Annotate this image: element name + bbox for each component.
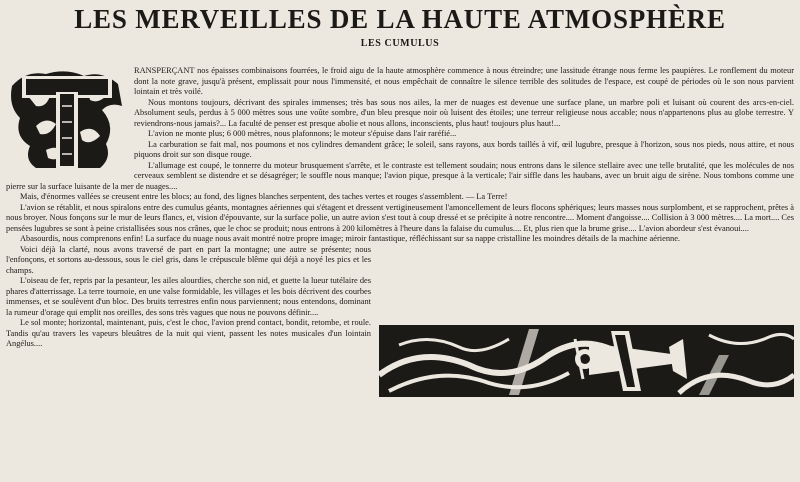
paragraph-6: Mais, d'énormes vallées se creusent entre les blocs; au fond, des lignes blanches serpentent, des taches vertes et rouges s'assemblent. — La Terre!: [20, 192, 508, 201]
paragraph-3: L'avion ne monte plus; 6 000 mètres, nous plafonnons; le moteur s'épuise dans l'air raréfié...: [148, 129, 457, 138]
article-subtitle: LES CUMULUS: [360, 38, 440, 49]
dropcap-t-icon: [6, 66, 128, 172]
paragraph-1-text: nos épaisses combinaisons fourrées, le froid aigu de la haute atmosphère commence à nous étreindre; une lassitude étrange nous ferme les paupières. Le ronflement du moteur dont la note grave, jusqu'à présent, emplissait pour nous l'immensité, et nous empêchait de connaître le silence terrible des solitudes de l'espace, est coupé de périodes où le son nous parvient lointain et très voilé.: [134, 66, 794, 96]
article-title: LES MERVEILLES DE LA HAUTE ATMOSPHÈRE: [74, 4, 726, 34]
paragraph-10: L'oiseau de fer, repris par la pesanteur, les ailes alourdies, cherche son nid, et guette la lueur tutélaire des phares d'atterrissage. La terre tournoie, en une valse formidable, les villages et les bois décrivent des courbes immenses, et se soulèvent d'un bloc. Des bruits terrestres enfin nous parviennent; nous entendons, dominant la rumeur d'orage qui emplit nos oreilles, des sons très vagues que nous ne pouvons définir....: [6, 276, 371, 317]
paragraph-7: L'avion se rétablit, et nous spiralons entre des cumulus géants, montagnes aériennes qui s'étagent et dressent vertigineusement l'amoncellement de leurs flocons sphériques; leurs masses nous surplombent, et se rapprochent, prêtes à nous broyer. Nous fonçons sur le mur de leurs flancs, et, vision d'épouvante, sur la surface polie, un autre avion s'est tout à coup dressé et se précipite à notre rencontre.... Moment d'angoisse.... Collision à 3 000 mètres.... La mort.... Ces pensées lugubres se sont à peine cristallisées sous nos crânes, que le choc se produit; nous entrons à 200 kilomètres à l'heure dans la falaise du cumulus.... Et, plus rien que la brume grise.... L'avion abordeur s'est évanoui....: [6, 202, 794, 233]
article-body: [6, 66, 794, 478]
paragraph-5: L'allumage est coupé, le tonnerre du moteur brusquement s'arrête, et le contraste est tellement soudain; nous entrons dans le silence stellaire avec une telle brutalité, que les molécules de nos cerveaux semblent se distendre et se désagréger; le souffle nous manque; l'avion pique, presque à la verticale; l'air siffle dans les haubans, avec un bruit aigu de sirène. Nous tombons comme une pierre sur la surface luisante de la mer de nuages....: [6, 160, 794, 191]
airplane-woodcut-illustration-icon: [379, 325, 794, 397]
paragraph-9: Voici déjà la clarté, nous avons traversé de part en part la montagne; une autre se présente; nous l'enfonçons, et sortons au-dessous, sous le ciel gris, dans le crépuscule blême qui déjà a noyé les pics et les champs.: [6, 244, 371, 275]
paragraph-8: Abasourdis, nous comprenons enfin! La surface du nuage nous avait montré notre propre image; miroir fantastique, réfléchissant sur sa nappe cristalline les moindres détails de la machine aérienne.: [20, 234, 681, 243]
paragraph-1-lead: RANSPERÇANT: [134, 66, 195, 75]
paragraph-4: La carburation se fait mal, nos poumons et nos cylindres demandent grâce; le soleil, sans rayons, aux bords taillés à vif, œil lugubre, presque à l'horizon, sous nos pieds, nous attire, et nous piquons droit sur son disque rouge.: [134, 139, 794, 159]
paragraph-11: Le sol monte; horizontal, maintenant, puis, c'est le choc, l'avion prend contact, bondit, retombe, et roule. Tandis qu'au travers les vapeurs bleuâtres de la nuit qui vient, passent les notes musicales d'un lointain Angélus....: [6, 318, 371, 348]
paragraph-2: Nous montons toujours, décrivant des spirales immenses; très bas sous nos ailes, la mer de nuages est devenue une surface plane, un marbre poli et luisant où courent des arcs-en-ciel. Absolument seuls, perdus à 5 000 mètres sous une voûte sombre, d'un bleu presque noir où luisent des étoiles; une terreur religieuse nous accable; nous n'appartenons plus au globe terrestre. Y reviendrons-nous jamais?... La faculté de penser est presque abolie et nous allons, inconscients, plus haut! toujours plus haut!...: [134, 97, 794, 128]
